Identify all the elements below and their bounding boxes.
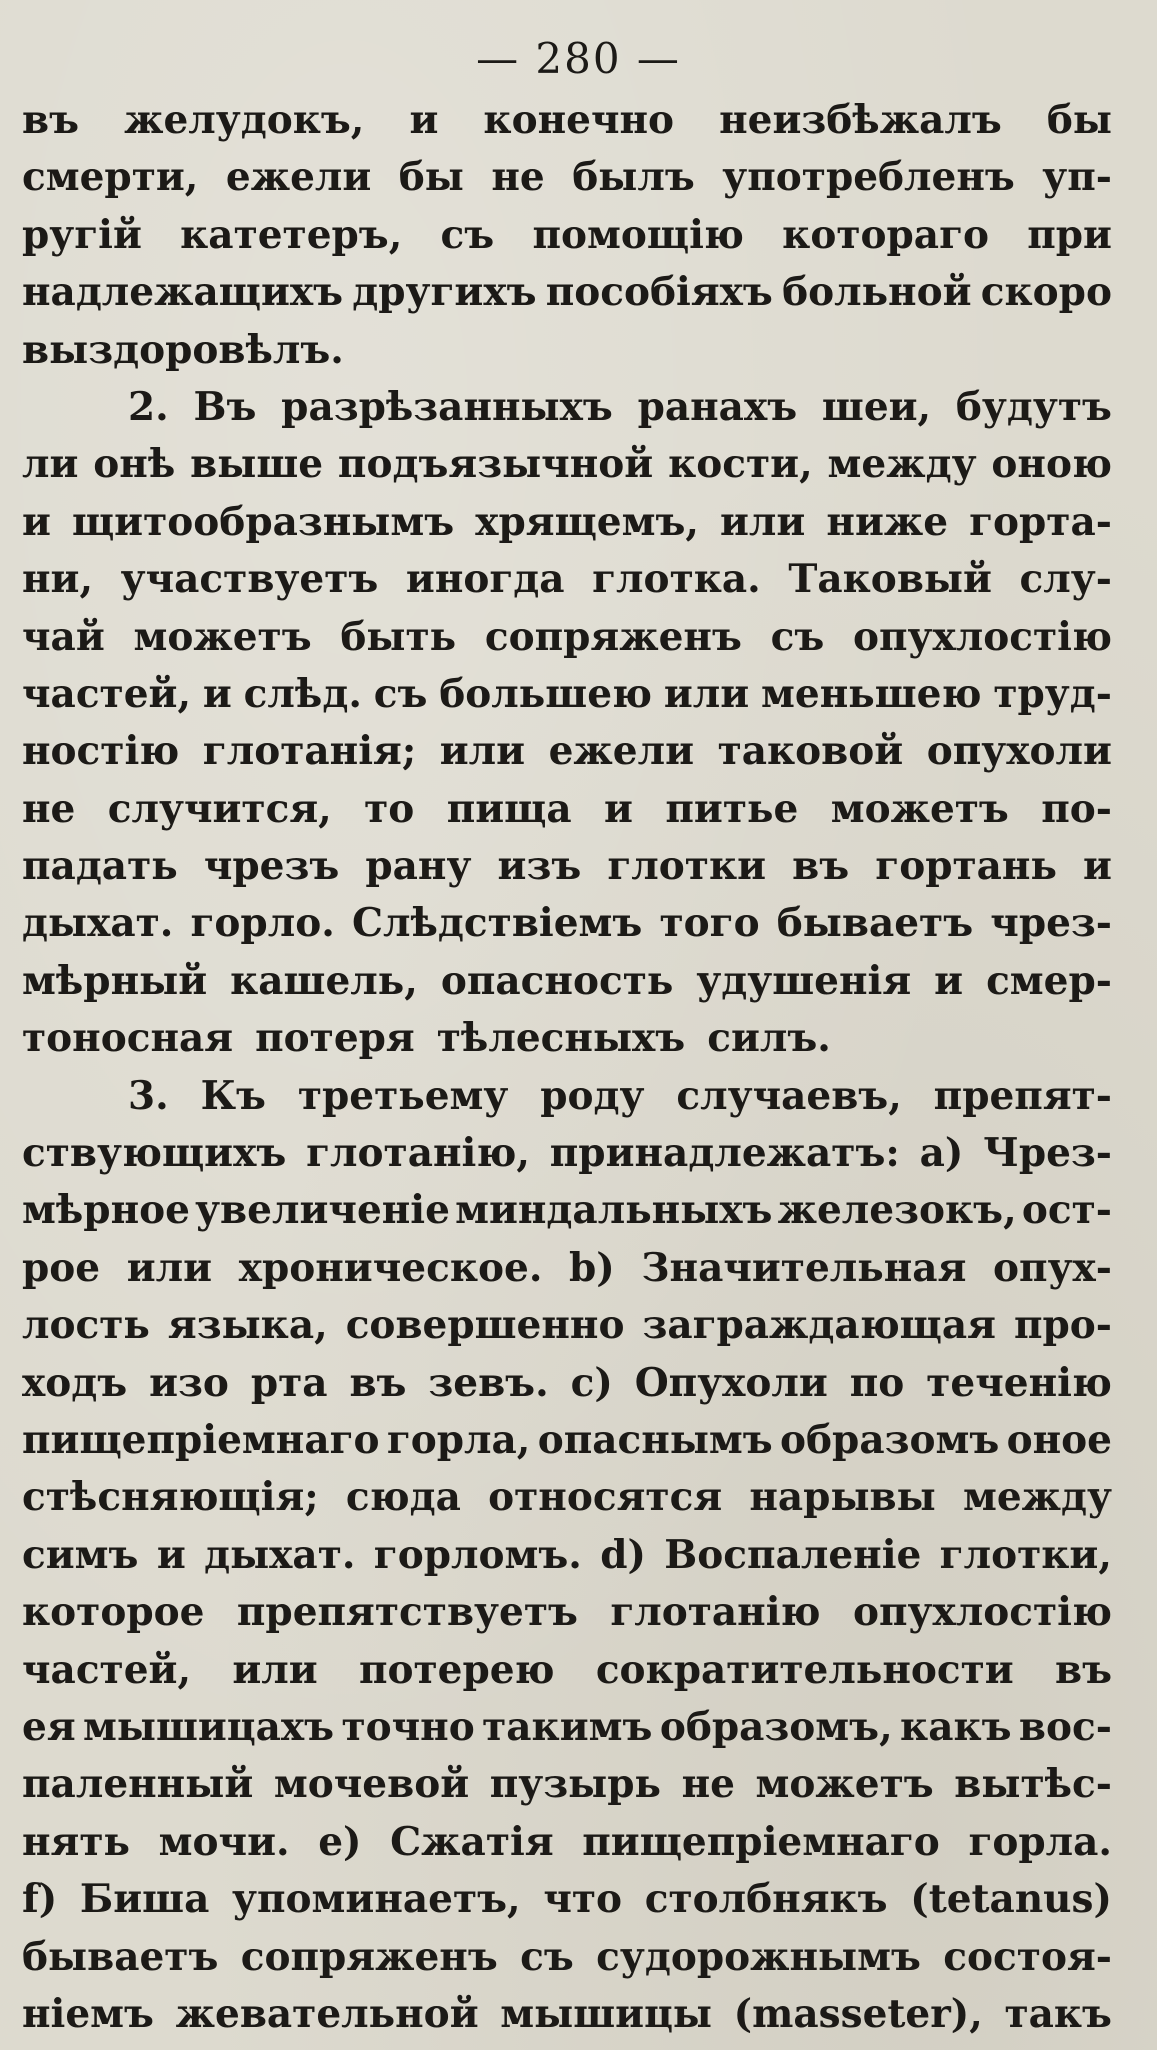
- text-word: стѣсняющія;: [22, 1474, 319, 1521]
- text-word: нять: [22, 1818, 130, 1865]
- text-word: рану: [365, 843, 472, 890]
- text-word: того: [659, 900, 760, 947]
- text-word: препятствуетъ: [236, 1589, 578, 1636]
- text-word: глотанію,: [306, 1130, 530, 1177]
- text-word: a): [919, 1130, 964, 1177]
- text-word: чай: [22, 613, 105, 660]
- text-word: изо: [149, 1359, 229, 1406]
- text-word: бываетъ: [776, 900, 974, 947]
- text-word: горломъ.: [373, 1531, 582, 1578]
- text-word: c): [570, 1359, 613, 1406]
- text-word: кашель,: [230, 957, 418, 1004]
- text-word: выше: [190, 441, 324, 488]
- text-word: Значительная: [641, 1244, 967, 1291]
- text-word: разрѣзанныхъ: [281, 383, 613, 430]
- text-word: Сжатія: [390, 1818, 554, 1865]
- text-word: щитообразнымъ: [71, 498, 455, 545]
- text-word: горла,: [386, 1416, 531, 1463]
- text-word: роду: [540, 1072, 645, 1119]
- text-word: пособіяхъ: [545, 269, 773, 316]
- text-word: хрящемъ,: [475, 498, 699, 545]
- text-word: рое: [22, 1244, 101, 1291]
- text-word: железокъ,: [777, 1187, 1017, 1234]
- text-word: паленный: [22, 1761, 254, 1808]
- text-line: [22, 666, 1112, 723]
- text-word: можетъ: [133, 613, 312, 660]
- text-word: Воспаленіе: [664, 1531, 922, 1578]
- text-word: питье: [665, 785, 799, 832]
- text-word: шеи,: [821, 383, 932, 430]
- text-line: [22, 1756, 1112, 1813]
- text-word: какъ: [900, 1703, 1012, 1750]
- text-word: чрез-: [990, 900, 1112, 947]
- text-word: потерею: [358, 1646, 555, 1693]
- text-word: въ: [22, 97, 80, 143]
- text-word: и: [156, 1531, 186, 1578]
- text-word: препят-: [933, 1072, 1112, 1119]
- text-word: и: [604, 785, 633, 832]
- text-word: ни,: [22, 556, 94, 603]
- text-word: тѣлесныхъ: [436, 1015, 686, 1062]
- text-word: Таковый: [788, 556, 992, 603]
- text-word: конечно: [483, 97, 675, 143]
- text-word: или: [439, 728, 526, 775]
- text-word: горта-: [969, 498, 1112, 545]
- text-word: желудокъ,: [124, 97, 365, 143]
- text-word: совершенно: [345, 1302, 625, 1349]
- text-word: и: [409, 97, 439, 143]
- text-word: мышицы: [500, 1990, 713, 2037]
- text-word: опаснымъ: [537, 1416, 773, 1463]
- text-word: b): [569, 1244, 615, 1291]
- text-word: 2.: [128, 383, 169, 430]
- text-word: Опухоли: [634, 1359, 828, 1406]
- text-word: принадлежатъ:: [549, 1130, 900, 1177]
- text-word: глотки,: [939, 1531, 1112, 1578]
- text-word: глотка.: [592, 556, 761, 603]
- text-line: [22, 953, 1112, 1010]
- text-word: языка,: [167, 1302, 328, 1349]
- text-word: миндальныхъ: [455, 1187, 773, 1234]
- text-word: онѣ: [93, 441, 176, 488]
- text-word: сюда: [345, 1474, 461, 1521]
- text-word: e): [318, 1818, 362, 1865]
- text-word: съ: [520, 1933, 574, 1980]
- text-word: ностію: [22, 728, 180, 775]
- text-word: глотанія;: [202, 728, 417, 775]
- text-word: надлежащихъ: [22, 269, 344, 316]
- text-word: по-: [1041, 785, 1112, 832]
- text-word: Въ: [193, 383, 257, 430]
- text-word: съ: [770, 613, 825, 660]
- text-word: дыхат.: [204, 1531, 356, 1578]
- text-word: и: [22, 498, 51, 545]
- text-line: [22, 1240, 1112, 1297]
- text-word: (masseter),: [733, 1990, 983, 2037]
- text-line: [22, 1469, 1112, 1526]
- text-word: не: [491, 154, 545, 201]
- text-word: глотки: [607, 843, 767, 890]
- text-word: въ: [1054, 1646, 1112, 1693]
- text-word: оною: [991, 441, 1112, 488]
- text-word: ост-: [1021, 1187, 1112, 1234]
- text-word: опасность: [440, 957, 674, 1004]
- text-word: слѣд.: [243, 670, 362, 717]
- text-word: можетъ: [755, 1761, 934, 1808]
- text-word: такимъ: [482, 1703, 653, 1750]
- text-word: f): [22, 1876, 58, 1923]
- text-word: случится,: [107, 785, 332, 832]
- text-word: про-: [1013, 1302, 1112, 1349]
- text-word: пища: [446, 785, 572, 832]
- text-line: [22, 1814, 1112, 1871]
- text-word: опухоли: [926, 728, 1112, 775]
- text-word: дыхат.: [22, 900, 174, 947]
- text-word: силъ.: [707, 1015, 831, 1062]
- text-word: выздоровѣлъ.: [22, 326, 344, 373]
- text-word: горла.: [968, 1818, 1112, 1865]
- text-word: сопряженъ: [484, 613, 742, 660]
- text-line: [22, 1010, 1112, 1067]
- text-line: [22, 1584, 1112, 1641]
- text-line: [22, 1068, 1112, 1125]
- text-word: которое: [22, 1589, 205, 1636]
- text-word: Къ: [200, 1072, 266, 1119]
- text-line: [22, 1125, 1112, 1182]
- text-word: симъ: [22, 1531, 139, 1578]
- page-number: — 280 —: [476, 34, 681, 83]
- text-word: лость: [22, 1302, 150, 1349]
- text-line: [22, 781, 1112, 838]
- text-word: помощію: [532, 211, 744, 258]
- text-word: иногда: [405, 556, 565, 603]
- text-word: вытѣс-: [954, 1761, 1112, 1808]
- text-word: подъязычной: [337, 441, 654, 488]
- text-line: [22, 1642, 1112, 1699]
- text-line: [22, 1355, 1112, 1412]
- text-line: [22, 895, 1112, 952]
- text-line: [22, 1412, 1112, 1469]
- text-word: ранахъ: [637, 383, 798, 430]
- text-word: ругій: [22, 211, 142, 258]
- text-word: частей,: [22, 670, 192, 717]
- text-word: d): [600, 1531, 646, 1578]
- text-word: больной: [782, 269, 972, 316]
- text-word: смер-: [986, 957, 1112, 1004]
- text-word: былъ: [572, 154, 695, 201]
- text-word: мышицахъ: [83, 1703, 335, 1750]
- text-word: можетъ: [830, 785, 1009, 832]
- text-word: пищепріемнаго: [582, 1818, 940, 1865]
- text-word: тоносная: [22, 1015, 234, 1062]
- text-word: пузырь: [489, 1761, 661, 1808]
- text-line: [22, 723, 1112, 780]
- text-word: при: [1027, 211, 1112, 258]
- text-word: образомъ: [780, 1416, 1000, 1463]
- text-word: потеря: [255, 1015, 415, 1062]
- text-word: и: [934, 957, 964, 1004]
- text-word: Биша: [79, 1876, 210, 1923]
- text-word: большею: [439, 670, 652, 717]
- text-word: увеличеніе: [195, 1187, 450, 1234]
- text-word: катетеръ,: [180, 211, 403, 258]
- text-word: смерти,: [22, 154, 199, 201]
- text-word: ли: [22, 441, 79, 488]
- text-word: бы: [1046, 97, 1112, 143]
- text-line: [22, 264, 1112, 321]
- text-word: бываетъ: [22, 1933, 219, 1980]
- text-word: что: [543, 1876, 623, 1923]
- text-word: между: [827, 441, 977, 488]
- text-word: упоминаетъ,: [232, 1876, 521, 1923]
- text-word: изъ: [497, 843, 582, 890]
- text-word: падать: [22, 843, 178, 890]
- text-word: и: [202, 670, 232, 717]
- text-line: [22, 1182, 1112, 1239]
- text-word: ніемъ: [22, 1990, 154, 2037]
- text-word: или: [126, 1244, 213, 1291]
- text-word: опух-: [993, 1244, 1112, 1291]
- text-word: въ: [349, 1359, 407, 1406]
- text-line: [22, 494, 1112, 551]
- text-word: бы: [398, 154, 464, 201]
- text-word: жевательной: [175, 1990, 479, 2037]
- text-word: глотанію: [610, 1589, 821, 1636]
- text-line: [22, 609, 1112, 666]
- text-word: оное: [1006, 1416, 1112, 1463]
- text-word: по: [849, 1359, 905, 1406]
- text-word: опухлостію: [852, 613, 1112, 660]
- text-word: опухлостію: [852, 1589, 1112, 1636]
- text-word: столбнякъ: [644, 1876, 888, 1923]
- text-word: кости,: [668, 441, 813, 488]
- text-word: и: [1083, 843, 1112, 890]
- text-word: точно: [341, 1703, 475, 1750]
- text-word: Чрез-: [983, 1130, 1112, 1177]
- text-word: мочи.: [158, 1818, 290, 1865]
- text-word: то: [364, 785, 415, 832]
- text-word: ниже: [826, 498, 949, 545]
- text-word: случаевъ,: [676, 1072, 902, 1119]
- text-line: [22, 1297, 1112, 1354]
- text-word: или: [232, 1646, 318, 1693]
- text-word: другихъ: [352, 269, 537, 316]
- text-word: хроническое.: [238, 1244, 543, 1291]
- text-line: [22, 207, 1112, 264]
- text-word: судорожнымъ: [596, 1933, 921, 1980]
- text-word: гортань: [875, 843, 1057, 890]
- body-text: [22, 92, 1112, 2043]
- text-word: слу-: [1019, 556, 1112, 603]
- text-word: теченію: [926, 1359, 1112, 1406]
- text-line: [22, 436, 1112, 493]
- text-word: образомъ,: [659, 1703, 893, 1750]
- text-word: ежели: [225, 154, 372, 201]
- text-word: неизбѣжалъ: [719, 97, 1002, 143]
- text-word: таковой: [717, 728, 904, 775]
- text-line: [22, 92, 1112, 149]
- text-word: рта: [250, 1359, 328, 1406]
- text-word: чрезъ: [203, 843, 340, 890]
- text-word: не: [22, 785, 76, 832]
- text-line: [22, 149, 1112, 206]
- text-word: или: [663, 670, 750, 717]
- text-word: не: [681, 1761, 735, 1808]
- text-word: или: [720, 498, 806, 545]
- text-word: ея: [22, 1703, 76, 1750]
- text-word: въ: [792, 843, 850, 890]
- text-line: [22, 1527, 1112, 1584]
- text-line: [22, 1871, 1112, 1928]
- text-word: мѣрный: [22, 957, 208, 1004]
- text-word: частей,: [22, 1646, 192, 1693]
- text-line: [22, 838, 1112, 895]
- text-word: съ: [373, 670, 428, 717]
- text-word: относятся: [488, 1474, 723, 1521]
- text-word: пищепріемнаго: [22, 1416, 380, 1463]
- text-word: будутъ: [955, 383, 1112, 430]
- text-word: заграждающая: [642, 1302, 996, 1349]
- text-word: вос-: [1018, 1703, 1112, 1750]
- text-line: [22, 322, 1112, 379]
- text-line: [22, 379, 1112, 436]
- text-word: ходъ: [22, 1359, 128, 1406]
- text-word: участвуетъ: [120, 556, 379, 603]
- text-word: зевъ.: [428, 1359, 549, 1406]
- text-word: котораго: [782, 211, 989, 258]
- text-word: уп-: [1042, 154, 1112, 201]
- text-line: [22, 1929, 1112, 1986]
- text-line: [22, 1699, 1112, 1756]
- text-word: быть: [340, 613, 457, 660]
- text-line: [22, 551, 1112, 608]
- text-word: третьему: [297, 1072, 509, 1119]
- text-word: ствующихъ: [22, 1130, 287, 1177]
- text-word: употребленъ: [722, 154, 1015, 201]
- text-word: нарывы: [749, 1474, 936, 1521]
- text-word: горло.: [190, 900, 335, 947]
- text-word: (tetanus): [910, 1876, 1112, 1923]
- text-word: такъ: [1004, 1990, 1112, 2037]
- text-word: ежели: [548, 728, 695, 775]
- text-word: состоя-: [943, 1933, 1112, 1980]
- text-word: сократительности: [595, 1646, 1014, 1693]
- text-word: Слѣдствіемъ: [351, 900, 643, 947]
- text-line: [22, 1986, 1112, 2043]
- text-word: сопряженъ: [240, 1933, 498, 1980]
- text-word: съ: [440, 211, 495, 258]
- text-word: меньшею: [761, 670, 982, 717]
- text-word: 3.: [128, 1072, 169, 1119]
- text-word: мочевой: [273, 1761, 470, 1808]
- text-word: удушенія: [696, 957, 912, 1004]
- text-word: труд-: [993, 670, 1112, 717]
- text-word: мѣрное: [22, 1187, 190, 1234]
- text-word: скоро: [980, 269, 1112, 316]
- text-word: между: [962, 1474, 1112, 1521]
